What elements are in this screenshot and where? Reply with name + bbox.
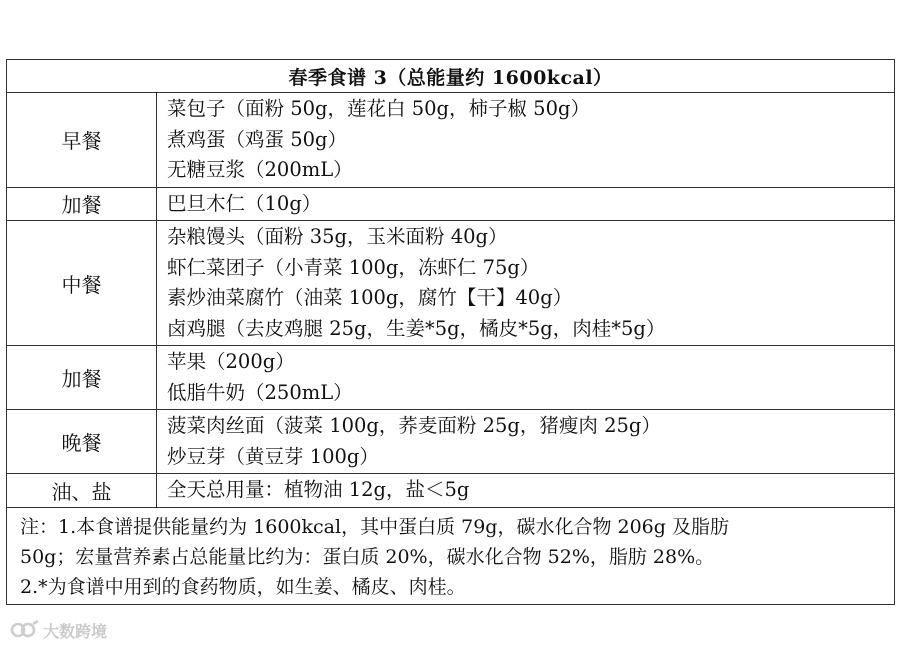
food-item: 炒豆芽（黄豆芽 100g）: [167, 444, 379, 468]
table-row: [7, 187, 895, 221]
watermark: [10, 618, 107, 642]
food-item: 菜包子（面粉 50g，莲花白 50g，柿子椒 50g）: [167, 97, 590, 120]
title-row: [7, 60, 895, 93]
table-row: [7, 93, 895, 188]
meal-items: [157, 187, 895, 221]
table-row: [7, 474, 895, 508]
food-item: 煮鸡蛋（鸡蛋 50g）: [167, 127, 347, 151]
note-line: 50g；宏量营养素占总能量比约为：蛋白质 20%，碳水化合物 52%，脂肪 28%。: [20, 545, 715, 568]
food-item: 全天总用量：植物油 12g，盐＜5g: [167, 478, 470, 501]
food-item: 低脂牛奶（250mL）: [167, 380, 353, 404]
food-item: 苹果（200g）: [167, 350, 295, 373]
meal-items: [157, 346, 895, 410]
notes-row: [7, 507, 895, 604]
note-line: 2.*为食谱中用到的食药物质，如生姜、橘皮、肉桂。: [20, 575, 466, 598]
table-title: 春季食谱 3（总能量约 1600kcal）: [7, 60, 895, 93]
recipe-sheet: [6, 59, 894, 605]
food-item: 巴旦木仁（10g）: [167, 191, 322, 215]
meal-items: [157, 474, 895, 508]
notes-cell: [7, 507, 895, 604]
brand-logo-icon: [10, 618, 40, 642]
recipe-table: [6, 59, 895, 605]
meal-label: 晚餐: [7, 410, 157, 474]
watermark-text: 大数跨境: [43, 621, 108, 641]
meal-items: [157, 93, 895, 188]
table-row: [7, 221, 895, 346]
meal-items: [157, 410, 895, 474]
food-item: 菠菜肉丝面（菠菜 100g，荞麦面粉 25g，猪瘦肉 25g）: [167, 414, 661, 437]
note-line: 注：1.本食谱提供能量约为 1600kcal，其中蛋白质 79g，碳水化合物 206g 及脂肪: [20, 515, 729, 538]
food-item: 卤鸡腿（去皮鸡腿 25g，生姜*5g，橘皮*5g，肉桂*5g）: [167, 316, 666, 340]
table-row: [7, 410, 895, 474]
meal-label: 早餐: [7, 93, 157, 188]
meal-label: 中餐: [7, 221, 157, 346]
food-item: 素炒油菜腐竹（油菜 100g，腐竹【干】40g）: [167, 286, 573, 309]
food-item: 无糖豆浆（200mL）: [167, 158, 353, 181]
meal-label: 加餐: [7, 346, 157, 410]
meal-items: [157, 221, 895, 346]
meal-label: 油、盐: [7, 474, 157, 508]
meal-label: 加餐: [7, 187, 157, 221]
food-item: 杂粮馒头（面粉 35g，玉米面粉 40g）: [167, 225, 508, 248]
table-row: [7, 346, 895, 410]
food-item: 虾仁菜团子（小青菜 100g，冻虾仁 75g）: [167, 255, 540, 279]
